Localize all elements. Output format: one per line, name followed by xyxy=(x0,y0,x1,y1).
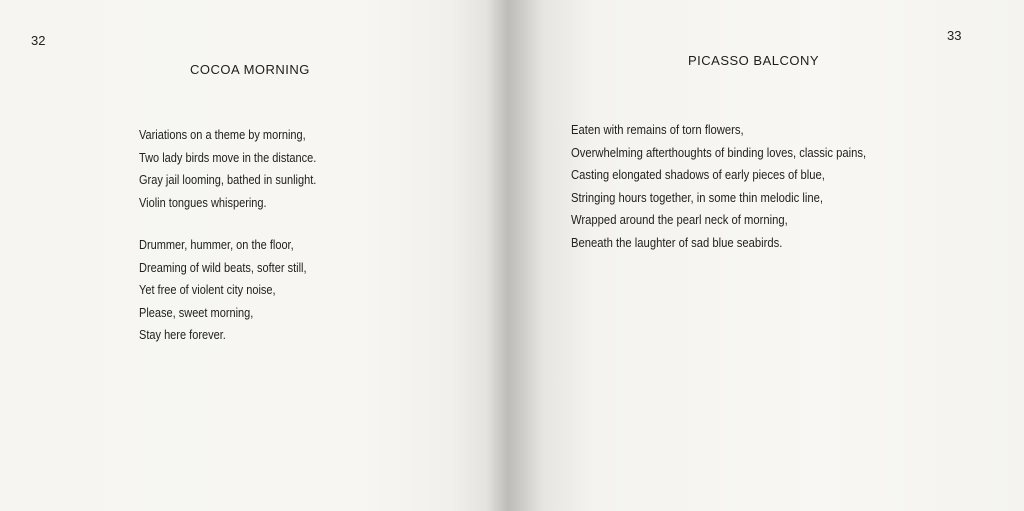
poem-line: Wrapped around the pearl neck of morning, xyxy=(571,213,788,227)
poem-line: Variations on a theme by morning, xyxy=(139,128,306,142)
poem-line: Stringing hours together, in some thin melodic line, xyxy=(571,190,824,205)
poem-line: Yet free of violent city noise, xyxy=(139,283,276,297)
poem-line: Violin tongues whispering. xyxy=(139,195,267,210)
page-number: 33 xyxy=(947,28,962,43)
poem-line: Overwhelming afterthoughts of binding loves, classic pains, xyxy=(571,145,867,160)
poem-line: Beneath the laughter of sad blue seabirds. xyxy=(571,235,783,250)
poem-line: Stay here forever. xyxy=(139,328,226,342)
poem-line: Casting elongated shadows of early pieces of blue, xyxy=(571,168,825,182)
poem-line: Dreaming of wild beats, softer still, xyxy=(139,260,307,275)
poem-line: Please, sweet morning, xyxy=(139,305,254,320)
poem-line: Drummer, hummer, on the floor, xyxy=(139,238,294,252)
page-number: 32 xyxy=(31,33,46,48)
stanza xyxy=(139,234,329,347)
poem-title: COCOA MORNING xyxy=(190,62,310,77)
stanza xyxy=(571,119,899,254)
right-page xyxy=(510,0,1024,511)
left-page xyxy=(0,0,500,511)
poem-line: Eaten with remains of torn flowers, xyxy=(571,123,744,137)
stanza xyxy=(139,124,341,214)
poem-line: Two lady birds move in the distance. xyxy=(139,150,317,165)
poem-title: PICASSO BALCONY xyxy=(688,53,820,68)
poem-line: Gray jail looming, bathed in sunlight. xyxy=(139,173,317,187)
